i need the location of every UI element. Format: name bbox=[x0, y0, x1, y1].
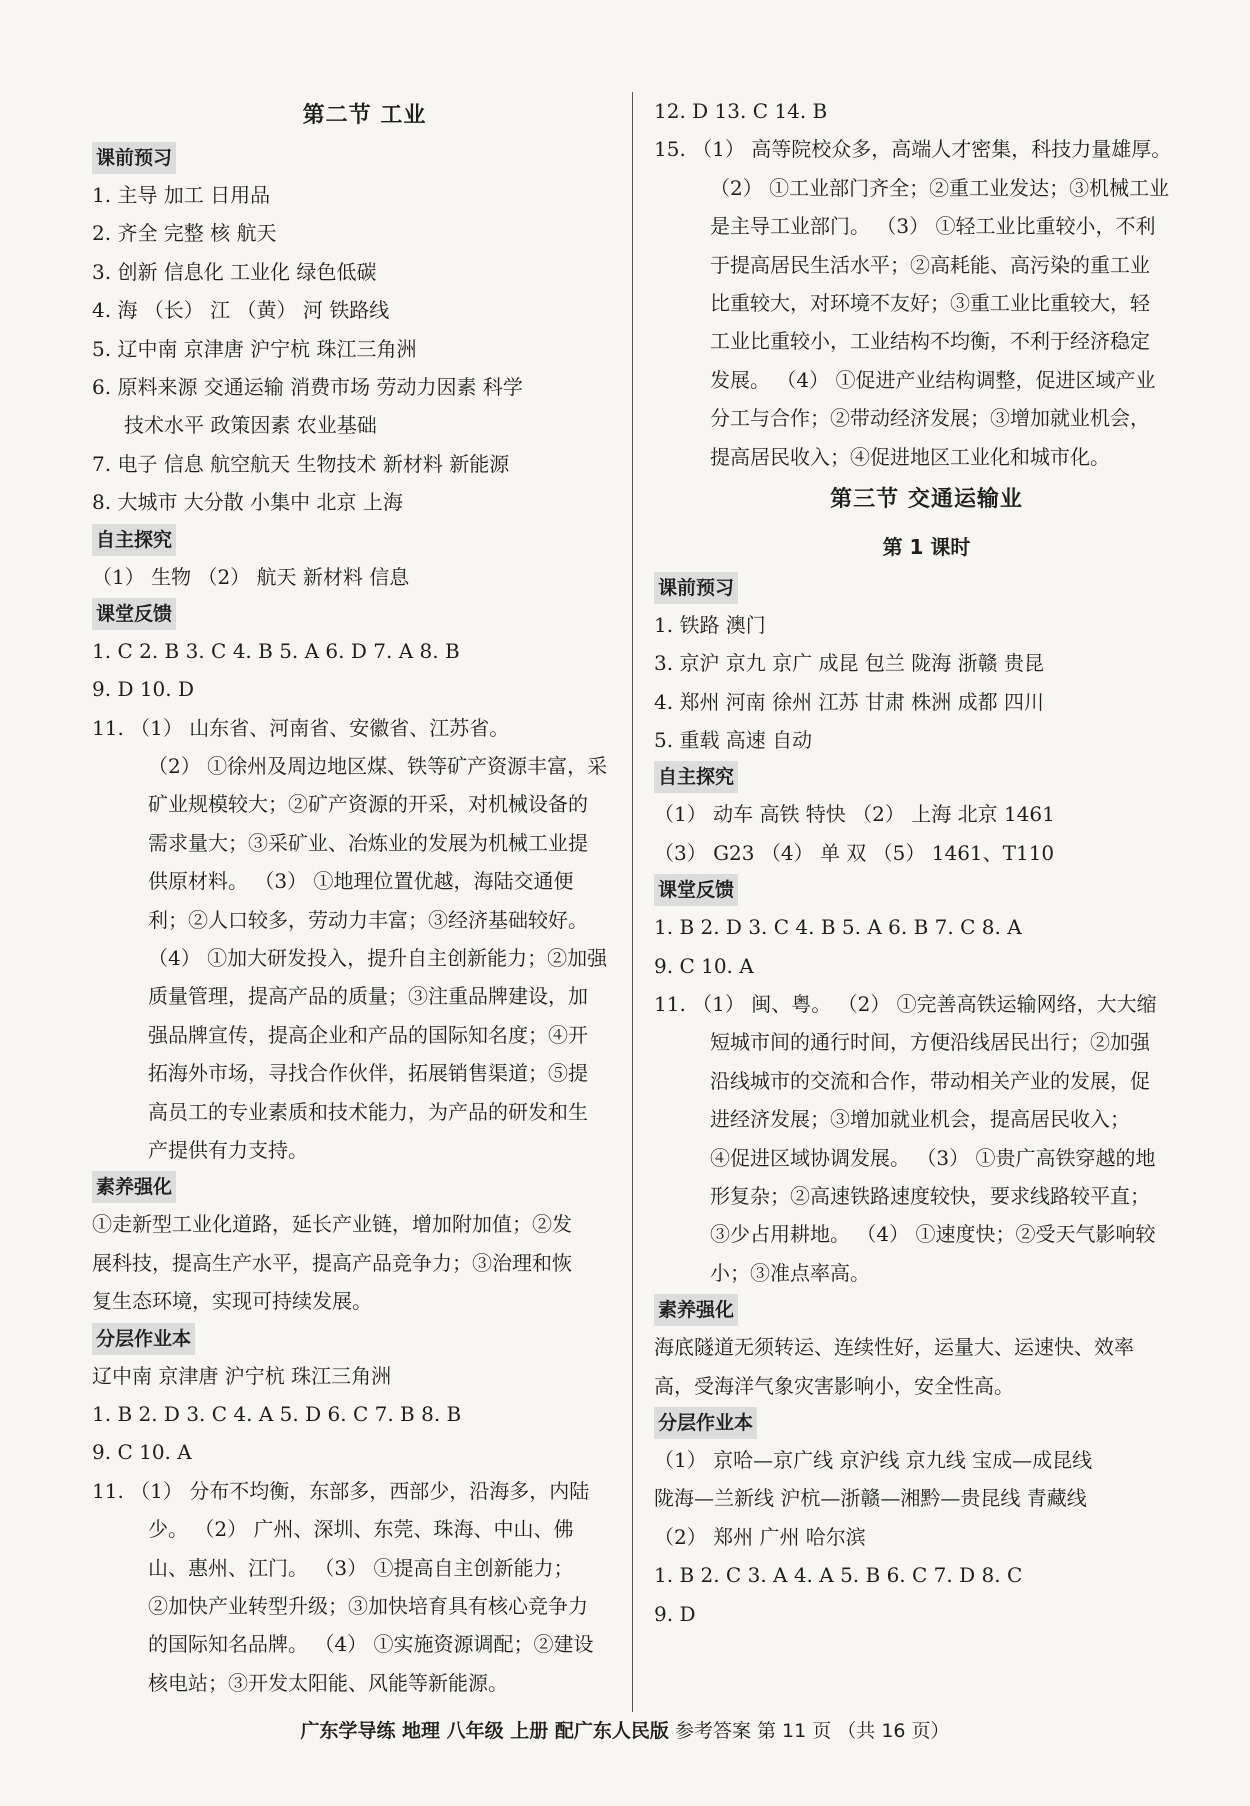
answer-line: 形复杂；②高速铁路速度较快，要求线路较平直； bbox=[710, 1183, 1150, 1208]
answer-line: 6. 原料来源 交通运输 消费市场 劳动力因素 科学 bbox=[92, 374, 523, 399]
section-heading-label: 自主探究 bbox=[654, 761, 738, 793]
answer-line: 利；②人口较多，劳动力丰富；③经济基础较好。 bbox=[148, 907, 588, 932]
answer-line: 12. D 13. C 14. B bbox=[654, 99, 828, 123]
answer-line: （4） ①加大研发投入，提升自主创新能力；②加强 bbox=[148, 946, 608, 971]
answer-line: 拓海外市场，寻找合作伙伴，拓展销售渠道；⑤提 bbox=[148, 1061, 588, 1086]
answer-line: 短城市间的通行时间，方便沿线居民出行；②加强 bbox=[710, 1030, 1150, 1055]
answer-line: 沿线城市的交流和合作，带动相关产业的发展，促 bbox=[710, 1068, 1150, 1093]
answer-line: ②加快产业转型升级；③加快培育具有核心竞争力 bbox=[148, 1593, 588, 1618]
answer-line: 比重较大，对环境不友好；③重工业比重较大，轻 bbox=[710, 290, 1150, 315]
column-divider bbox=[632, 92, 633, 1712]
section-heading-label: 课堂反馈 bbox=[654, 874, 738, 906]
answer-line: 工业比重较小，工业结构不均衡，不利于经济稳定 bbox=[710, 329, 1150, 354]
section-heading bbox=[92, 142, 637, 174]
answer-line: 1. B 2. D 3. C 4. A 5. D 6. C 7. B 8. B bbox=[92, 1401, 462, 1426]
section-title: 第二节 工业 bbox=[302, 103, 427, 128]
section-heading bbox=[654, 572, 1199, 604]
section-heading bbox=[654, 761, 1199, 793]
section-heading-label: 自主探究 bbox=[92, 524, 176, 556]
answer-line: 的国际知名品牌。 （4） ①实施资源调配；②建设 bbox=[148, 1632, 594, 1657]
answer-line: 陇海—兰新线 沪杭—浙赣—湘黔—贵昆线 青藏线 bbox=[654, 1486, 1087, 1511]
answer-line: 9. D 10. D bbox=[92, 677, 195, 702]
lesson-subtitle: 第 1 课时 bbox=[882, 534, 971, 559]
answer-line: 供原材料。 （3） ①地理位置优越，海陆交通便 bbox=[148, 869, 574, 894]
answer-line: （2） ①徐州及周边地区煤、铁等矿产资源丰富，采 bbox=[148, 754, 608, 779]
section-heading bbox=[92, 524, 637, 556]
answer-line: 1. 主导 加工 日用品 bbox=[92, 183, 271, 207]
section-heading-label: 课前预习 bbox=[92, 142, 176, 174]
answer-line: 展科技，提高生产水平，提高产品竞争力；③治理和恢 bbox=[92, 1250, 572, 1275]
answer-line: 辽中南 京津唐 沪宁杭 珠江三角洲 bbox=[92, 1363, 392, 1388]
answer-line: 5. 重载 高速 自动 bbox=[654, 728, 813, 753]
left-column bbox=[92, 92, 637, 1702]
section-heading-label: 课前预习 bbox=[654, 572, 738, 604]
answer-line: 强品牌宣传，提高企业和产品的国际知名度；④开 bbox=[148, 1022, 588, 1047]
footer-book-title: 广东学导练 地理 八年级 上册 配广东人民版 bbox=[300, 1720, 669, 1742]
answer-line: 高，受海洋气象灾害影响小，安全性高。 bbox=[654, 1373, 1014, 1398]
section-heading bbox=[654, 1294, 1199, 1326]
section-heading-label: 分层作业本 bbox=[654, 1407, 757, 1439]
answer-line: 7. 电子 信息 航空航天 生物技术 新材料 新能源 bbox=[92, 451, 510, 476]
answer-line: 3. 京沪 京九 京广 成昆 包兰 陇海 浙赣 贵昆 bbox=[654, 651, 1044, 676]
section-heading-label: 分层作业本 bbox=[92, 1323, 195, 1355]
section-heading bbox=[92, 1171, 637, 1203]
answer-line: 15. （1） 高等院校众多，高端人才密集，科技力量雄厚。 bbox=[654, 137, 1172, 162]
answer-line: 发展。 （4） ①促进产业结构调整，促进区域产业 bbox=[710, 367, 1156, 392]
section-heading-label: 素养强化 bbox=[654, 1294, 738, 1326]
answer-line: 少。 （2） 广州、深圳、东莞、珠海、中山、佛 bbox=[148, 1517, 574, 1542]
answer-line: 11. （1） 闽、粤。 （2） ①完善高铁运输网络，大大缩 bbox=[654, 992, 1157, 1017]
page-footer bbox=[0, 1716, 1250, 1746]
answer-line: 山、惠州、江门。 （3） ①提高自主创新能力； bbox=[148, 1555, 574, 1580]
answer-line: 海底隧道无须转运、连续性好，运量大、运速快、效率 bbox=[654, 1335, 1134, 1360]
answer-line: （2） 郑州 广州 哈尔滨 bbox=[654, 1524, 866, 1549]
section-heading-label: 素养强化 bbox=[92, 1171, 176, 1203]
section-heading bbox=[92, 1323, 637, 1355]
answer-line: 4. 海 （长） 江 （黄） 河 铁路线 bbox=[92, 298, 390, 323]
answer-line: 9. C 10. A bbox=[654, 953, 754, 978]
right-column bbox=[654, 92, 1199, 1633]
answer-line: （1） 京哈—京广线 京沪线 京九线 宝成—成昆线 bbox=[654, 1447, 1093, 1472]
answer-line: 5. 辽中南 京津唐 沪宁杭 珠江三角洲 bbox=[92, 336, 417, 361]
answer-line: 需求量大；③采矿业、冶炼业的发展为机械工业提 bbox=[148, 830, 588, 855]
answer-line: 技术水平 政策因素 农业基础 bbox=[124, 413, 377, 438]
section-heading bbox=[92, 598, 637, 630]
answer-line: 11. （1） 山东省、河南省、安徽省、江苏省。 bbox=[92, 715, 510, 740]
answer-line: 于提高居民生活水平；②高耗能、高污染的重工业 bbox=[710, 252, 1150, 277]
answer-line: 核电站；③开发太阳能、风能等新能源。 bbox=[148, 1670, 508, 1695]
answer-line: 2. 齐全 完整 核 航天 bbox=[92, 221, 277, 246]
answer-line: 是主导工业部门。 （3） ①轻工业比重较小，不利 bbox=[710, 214, 1156, 239]
answer-line: 3. 创新 信息化 工业化 绿色低碳 bbox=[92, 259, 377, 284]
answer-line: 9. D bbox=[654, 1601, 696, 1626]
answer-line: 11. （1） 分布不均衡，东部多，西部少，沿海多，内陆 bbox=[92, 1478, 590, 1503]
answer-line: ④促进区域协调发展。 （3） ①贵广高铁穿越的地 bbox=[710, 1145, 1156, 1170]
answer-line: （1） 生物 （2） 航天 新材料 信息 bbox=[92, 564, 410, 589]
answer-line: 产提供有力支持。 bbox=[148, 1137, 308, 1162]
answer-line: 质量管理，提高产品的质量；③注重品牌建设，加 bbox=[148, 984, 588, 1009]
section-heading-label: 课堂反馈 bbox=[92, 598, 176, 630]
answer-line: 1. 铁路 澳门 bbox=[654, 612, 766, 637]
answer-line: （2） ①工业部门齐全；②重工业发达；③机械工业 bbox=[710, 175, 1170, 200]
answer-line: 复生态环境，实现可持续发展。 bbox=[92, 1289, 372, 1314]
answer-line: 提高居民收入；④促进地区工业化和城市化。 bbox=[710, 444, 1110, 469]
section-heading bbox=[654, 1407, 1199, 1439]
answer-line: 分工与合作；②带动经济发展；③增加就业机会， bbox=[710, 406, 1150, 431]
footer-page-info: 参考答案 第 11 页 （共 16 页） bbox=[674, 1720, 950, 1742]
answer-line: ③少占用耕地。 （4） ①速度快；②受天气影响较 bbox=[710, 1222, 1156, 1247]
answer-line: 矿业规模较大；②矿产资源的开采，对机械设备的 bbox=[148, 792, 588, 817]
answer-line: 8. 大城市 大分散 小集中 北京 上海 bbox=[92, 490, 403, 515]
answer-line: 4. 郑州 河南 徐州 江苏 甘肃 株洲 成都 四川 bbox=[654, 689, 1044, 714]
answer-line: 1. B 2. D 3. C 4. B 5. A 6. B 7. C 8. A bbox=[654, 915, 1022, 940]
answer-line: 1. C 2. B 3. C 4. B 5. A 6. D 7. A 8. B bbox=[92, 638, 460, 663]
answer-line: 小；③准点率高。 bbox=[710, 1260, 870, 1285]
answer-line: （1） 动车 高铁 特快 （2） 上海 北京 1461 bbox=[654, 802, 1055, 827]
section-heading bbox=[654, 874, 1199, 906]
answer-line: 9. C 10. A bbox=[92, 1440, 192, 1465]
answer-line: （3） G23 （4） 单 双 （5） 1461、T110 bbox=[654, 840, 1055, 865]
answer-line: 进经济发展；③增加就业机会，提高居民收入； bbox=[710, 1107, 1130, 1132]
answer-line: ①走新型工业化道路，延长产业链，增加附加值；②发 bbox=[92, 1212, 572, 1237]
section-title: 第三节 交通运输业 bbox=[830, 486, 1023, 512]
answer-line: 1. B 2. C 3. A 4. A 5. B 6. C 7. D 8. C bbox=[654, 1563, 1023, 1588]
answer-line: 高员工的专业素质和技术能力，为产品的研发和生 bbox=[148, 1099, 588, 1124]
